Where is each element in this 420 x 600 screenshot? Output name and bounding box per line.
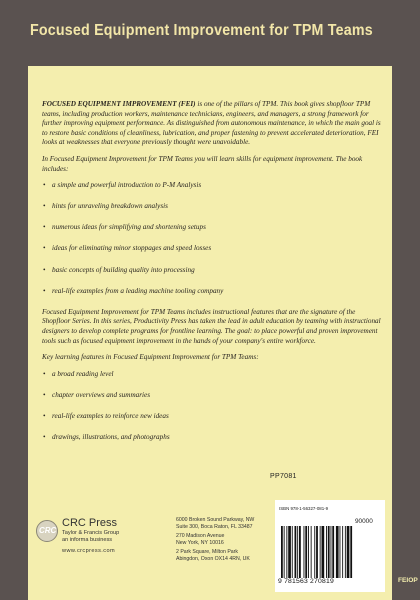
barcode-bar [297,526,298,578]
barcode-icon [281,526,379,578]
list-item: • drawings, illustrations, and photographs [42,433,382,443]
barcode-bar [311,526,312,578]
crc-logo-icon [36,520,58,542]
spine-code: FEIOP [398,577,418,584]
barcode-bar [342,526,343,578]
series-paragraph: Focused Equipment Improvement for TPM Teams includes instructional features that are the signature of the Shopfloor Series. In this series, Productivity Press has taken the lead in adult education by teaming with instructional designers to develop complete programs for frontline learning. The goal: to place powerful and proven improvement tools such as focused equipment improvement in the hands of your company's entire workforce. [42,307,381,345]
barcode-bar [292,526,293,578]
list-item: • a broad reading level [42,370,382,380]
barcode-bar [286,526,287,578]
isbn: ISBN 978-1-56327-081-9 [279,506,329,511]
list-item: • a simple and powerful introduction to P-M Analysis [42,181,382,191]
barcode-bar [328,526,330,578]
barcode-area [275,500,385,592]
barcode-bar [320,526,321,578]
barcode-bar [350,526,352,578]
features-list [42,370,382,443]
publisher-name: CRC Press [62,517,118,529]
barcode-bar [284,526,285,578]
cover-title: Focused Equipment Improvement for TPM Teams [30,22,373,39]
barcode-bar [336,526,339,578]
barcode-bar [316,526,318,578]
skills-intro: In Focused Equipment Improvement for TPM Teams you will learn skills for equipment improvement. The book includes: [42,154,363,173]
barcode-bar [326,526,327,578]
barcode-bar [332,526,334,578]
address-line: New York, NY 10016 [176,539,224,546]
barcode-bar [305,526,307,578]
list-item: • numerous ideas for simplifying and shortening setups [42,223,382,233]
intro-lead: FOCUSED EQUIPMENT IMPROVEMENT (FEI) [42,100,196,108]
publisher-group [62,530,119,544]
price-code: 90000 [355,518,373,525]
address-line: Suite 300, Boca Raton, FL 33487 [176,523,253,530]
barcode-bar [345,526,346,578]
barcode-bar [347,526,350,578]
group-line: Taylor & Francis Group [62,530,120,536]
barcode-bar [299,526,301,578]
intro-paragraph [42,100,382,148]
list-item: • real-life examples to reinforce new ideas [42,412,382,422]
list-item: • hints for unraveling breakdown analysis [42,202,382,212]
barcode-bar [295,526,297,578]
group-line: an informa business [62,537,113,543]
barcode-bar [288,526,291,578]
intro-rest: is one of the pillars of TPM. This book gives shopfloor TPM teams, including production workers, maintenance technicians, engineers, and managers, a strong framework for further improving equipment performance. As distinguished from autonomous maintenance, in which the main goal is to restore basic conditions of cleanliness, lubrication, and proper fastening to prevent accelerated deterioration, FEI looks at weaknesses that everyone previously thought were unavoidable. [42,100,381,147]
barcode-bar [340,526,341,578]
features-intro: Key learning features in Focused Equipment Improvement for TPM Teams: [42,353,259,362]
barcode-bar [281,526,283,578]
barcode-number: 9 781563 270819 [278,578,334,585]
barcode-bar [331,526,332,578]
address-line: 6000 Broken Sound Parkway, NW [176,517,255,523]
address-line: Abingdon, Oxon OX14 4RN, UK [176,555,250,562]
list-item: • real-life examples from a leading machine tooling company [42,287,382,297]
barcode-bar [304,526,305,578]
logo-text: CRC [39,526,57,535]
barcode-bar [308,526,309,578]
list-item: • chapter overviews and summaries [42,391,382,401]
publisher-url: www.crcpress.com [62,548,116,554]
address-line: 2 Park Square, Milton Park [176,549,238,556]
list-item: • ideas for eliminating minor stoppages and speed losses [42,244,382,254]
barcode-bar [314,526,315,578]
publisher-address [176,517,266,563]
skills-list [42,181,382,296]
barcode-bar [322,526,325,578]
address-line: 270 Madison Avenue [176,533,225,540]
list-item: • basic concepts of building quality into processing [42,266,382,276]
description-text [42,100,382,454]
product-code: PP7081 [270,473,297,480]
